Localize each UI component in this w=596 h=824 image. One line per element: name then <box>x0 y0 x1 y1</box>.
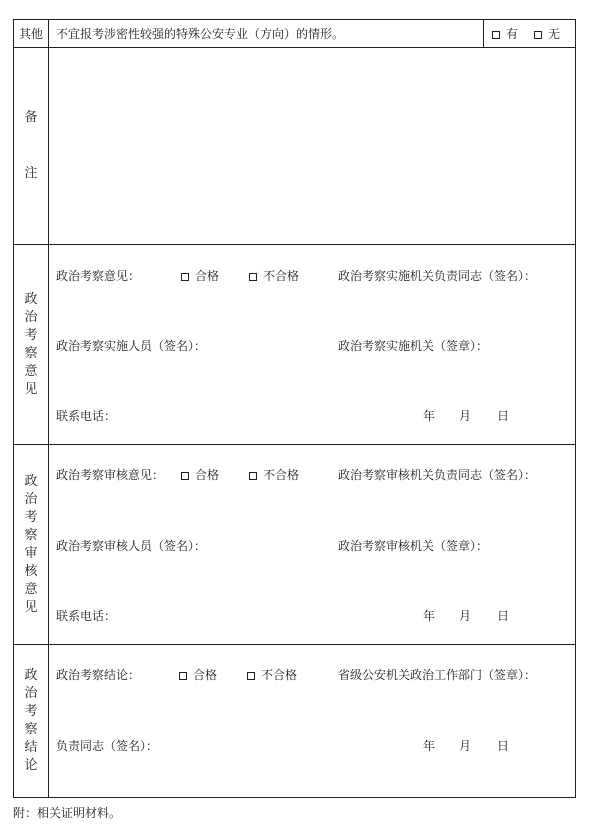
conclusion-leader-sign: 负责同志（签名）： <box>56 739 159 753</box>
review-staff-sign: 政治考察实施人员（签名）： <box>56 339 207 353</box>
conclusion-checkbox-fail[interactable] <box>247 672 255 680</box>
other-label: 其他 <box>19 27 44 41</box>
conclusion-day: 日 <box>497 739 510 753</box>
conclusion-char: 考 <box>24 704 38 719</box>
audit-char: 察 <box>24 527 38 543</box>
review-char: 考 <box>24 327 38 343</box>
conclusion-fail-label: 不合格 <box>261 668 298 682</box>
row-divider-4 <box>13 644 576 645</box>
conclusion-char: 论 <box>24 758 38 773</box>
conclusion-dept-seal: 省级公安机关政治工作部门（签章）： <box>338 668 537 682</box>
option-no[interactable] <box>534 27 560 41</box>
audit-staff-sign: 政治考察审核人员（签名）： <box>56 539 207 553</box>
option-cell-divider <box>483 19 484 48</box>
audit-opinion-label: 政治考察审核意见： <box>56 468 165 482</box>
table-border-bottom <box>13 797 576 798</box>
audit-month: 月 <box>459 609 472 623</box>
table-border-right <box>575 19 576 798</box>
conclusion-opinion-label: 政治考察结论： <box>56 668 141 682</box>
conclusion-label <box>14 645 48 797</box>
audit-char: 核 <box>24 563 38 579</box>
audit-char: 见 <box>24 599 38 615</box>
row-divider-2 <box>13 244 576 245</box>
conclusion-option-fail[interactable] <box>247 668 297 682</box>
conclusion-checkbox-pass[interactable] <box>179 672 187 680</box>
review-org-seal: 政治考察实施机关（签章）： <box>338 339 489 353</box>
conclusion-pass-label: 合格 <box>193 668 218 682</box>
audit-day: 日 <box>497 609 510 623</box>
audit-label <box>14 445 48 644</box>
audit-char: 意 <box>24 581 38 597</box>
audit-char: 审 <box>24 545 38 561</box>
review-checkbox-pass[interactable] <box>181 273 189 281</box>
audit-leader-sign: 政治考察审核机关负责同志（签名）： <box>338 468 537 482</box>
audit-org-seal: 政治考察审核机关（签章）： <box>338 539 489 553</box>
review-month: 月 <box>459 409 472 423</box>
review-char: 政 <box>24 291 38 307</box>
conclusion-option-pass[interactable] <box>179 668 217 682</box>
review-char: 察 <box>24 345 38 361</box>
review-day: 日 <box>497 409 510 423</box>
option-no-label: 无 <box>548 27 561 41</box>
review-phone-label: 联系电话： <box>56 409 117 423</box>
special-major-question: 不宜报考涉密性较强的特殊公安专业（方向）的情形。 <box>56 27 345 41</box>
review-char: 意 <box>24 363 38 379</box>
audit-char: 考 <box>24 509 38 525</box>
table-border-top <box>13 19 576 20</box>
review-char: 见 <box>24 381 38 397</box>
review-year: 年 <box>423 409 436 423</box>
audit-fail-label: 不合格 <box>263 468 300 482</box>
review-leader-sign: 政治考察实施机关负责同志（签名）： <box>338 269 537 283</box>
conclusion-char: 结 <box>24 740 38 755</box>
conclusion-month: 月 <box>459 739 472 753</box>
audit-pass-label: 合格 <box>195 468 220 482</box>
audit-checkbox-fail[interactable] <box>249 472 257 480</box>
remarks-char: 备 <box>24 110 38 125</box>
review-label <box>14 245 48 444</box>
audit-char: 政 <box>24 473 38 489</box>
conclusion-char: 政 <box>24 668 38 683</box>
review-option-pass[interactable] <box>181 269 219 283</box>
audit-year: 年 <box>423 609 436 623</box>
audit-option-pass[interactable] <box>181 468 219 482</box>
review-fail-label: 不合格 <box>263 269 300 283</box>
review-opinion-label: 政治考察意见： <box>56 269 141 283</box>
checkbox-no[interactable] <box>534 31 542 39</box>
option-yes[interactable] <box>492 27 518 41</box>
audit-phone-label: 联系电话： <box>56 609 117 623</box>
attachment-note: 附：相关证明材料。 <box>13 806 122 820</box>
conclusion-char: 察 <box>24 722 38 737</box>
remarks-char: 注 <box>24 166 38 181</box>
review-option-fail[interactable] <box>249 269 299 283</box>
audit-char: 治 <box>24 491 38 507</box>
review-checkbox-fail[interactable] <box>249 273 257 281</box>
audit-option-fail[interactable] <box>249 468 299 482</box>
remarks-label <box>14 48 48 244</box>
conclusion-char: 治 <box>24 686 38 701</box>
remarks-field[interactable] <box>49 48 575 244</box>
review-char: 治 <box>24 309 38 325</box>
audit-checkbox-pass[interactable] <box>181 472 189 480</box>
checkbox-yes[interactable] <box>492 31 500 39</box>
conclusion-year: 年 <box>423 739 436 753</box>
review-pass-label: 合格 <box>195 269 220 283</box>
option-yes-label: 有 <box>506 27 519 41</box>
row-divider-3 <box>13 444 576 445</box>
